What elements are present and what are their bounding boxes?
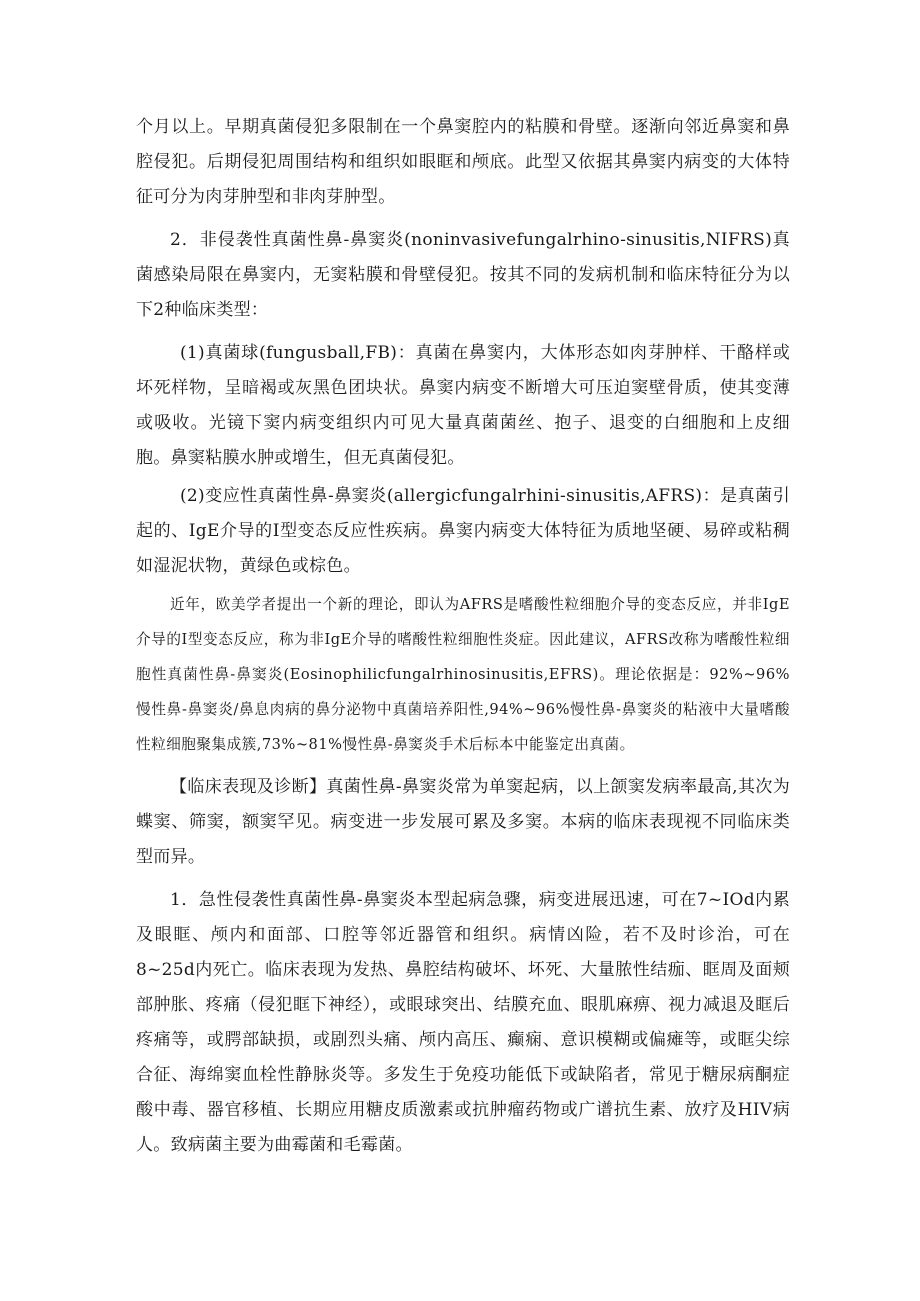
document-body [136,110,790,1163]
paragraph-fungus-ball: (1)真菌球(fungusball,FB)：真菌在鼻窦内，大体形态如肉芽肿样、干酪样或坏死样物，呈暗褐或灰黑色团块状。鼻窦内病变不断增大可压迫窦壁骨质，使其变薄或吸收。光镜下窦内病变组织内可见大量真菌菌丝、抱子、退变的白细胞和上皮细胞。鼻窦粘膜水肿或增生，但无真菌侵犯。 [136,343,790,468]
paragraph-efrs-theory: 近年，欧美学者提出一个新的理论，即认为AFRS是嗜酸性粒细胞介导的变态反应，并非IgE介导的Ⅰ型变态反应，称为非IgE介导的嗜酸性粒细胞性炎症。因此建议，AFRS改称为嗜酸性粒细胞性真菌性鼻-鼻窦炎(Eosinophilicfungalrhinosinusitis,EFRS)。理论依据是：92%~96%慢性鼻-鼻窦炎/鼻息肉病的鼻分泌物中真菌培养阳性,94%~96%慢性鼻-鼻窦炎的粘液中大量嗜酸性粒细胞聚集成簇,73%~81%慢性鼻-鼻窦炎手术后标本中能鉴定出真菌。 [136,596,790,753]
paragraph-acute-invasive: 1．急性侵袭性真菌性鼻-鼻窦炎本型起病急骤，病变进展迅速，可在7~IOd内累及眼眶、颅内和面部、口腔等邻近器管和组织。病情凶险，若不及时诊治，可在8~25d内死亡。临床表现为发热、鼻腔结构破坏、坏死、大量脓性结痂、眶周及面颊部肿胀、疼痛（侵犯眶下神经），或眼球突出、结膜充血、眼肌麻痹、视力减退及眶后疼痛等，或腭部缺损，或剧烈头痛、颅内高压、癫痫、意识模糊或偏瘫等，或眶尖综合征、海绵窦血栓性静脉炎等。多发生于免疫功能低下或缺陷者，常见于糖尿病酮症酸中毒、器官移植、长期应用糖皮质激素或抗肿瘤药物或广谱抗生素、放疗及HIV病人。致病菌主要为曲霉菌和毛霉菌。 [136,890,790,1155]
paragraph-afrs: (2)变应性真菌性鼻-鼻窦炎(allergicfungalrhini-sinusitis,AFRS)：是真菌引起的、IgE介导的Ⅰ型变态反应性疾病。鼻窦内病变大体特征为质地坚硬、易碎或粘稠如湿泥状物，黄绿色或棕色。 [136,486,790,576]
paragraph-clinical-diagnosis: 【临床表现及诊断】真菌性鼻-鼻窦炎常为单窦起病，以上颌窦发病率最高,其次为蝶窦、筛窦，额窦罕见。病变进一步发展可累及多窦。本病的临床表现视不同临床类型而异。 [136,777,790,867]
paragraph-continuation: 个月以上。早期真菌侵犯多限制在一个鼻窦腔内的粘膜和骨壁。逐渐向邻近鼻窦和鼻腔侵犯。后期侵犯周围结构和组织如眼眶和颅底。此型又依据其鼻窦内病变的大体特征可分为肉芽肿型和非肉芽肿型。 [136,117,790,207]
paragraph-nifrs: 2．非侵袭性真菌性鼻-鼻窦炎(noninvasivefungalrhino-sinusitis,NIFRS)真菌感染局限在鼻窦内，无窦粘膜和骨壁侵犯。按其不同的发病机制和临床特征分为以下2种临床类型： [136,230,790,320]
